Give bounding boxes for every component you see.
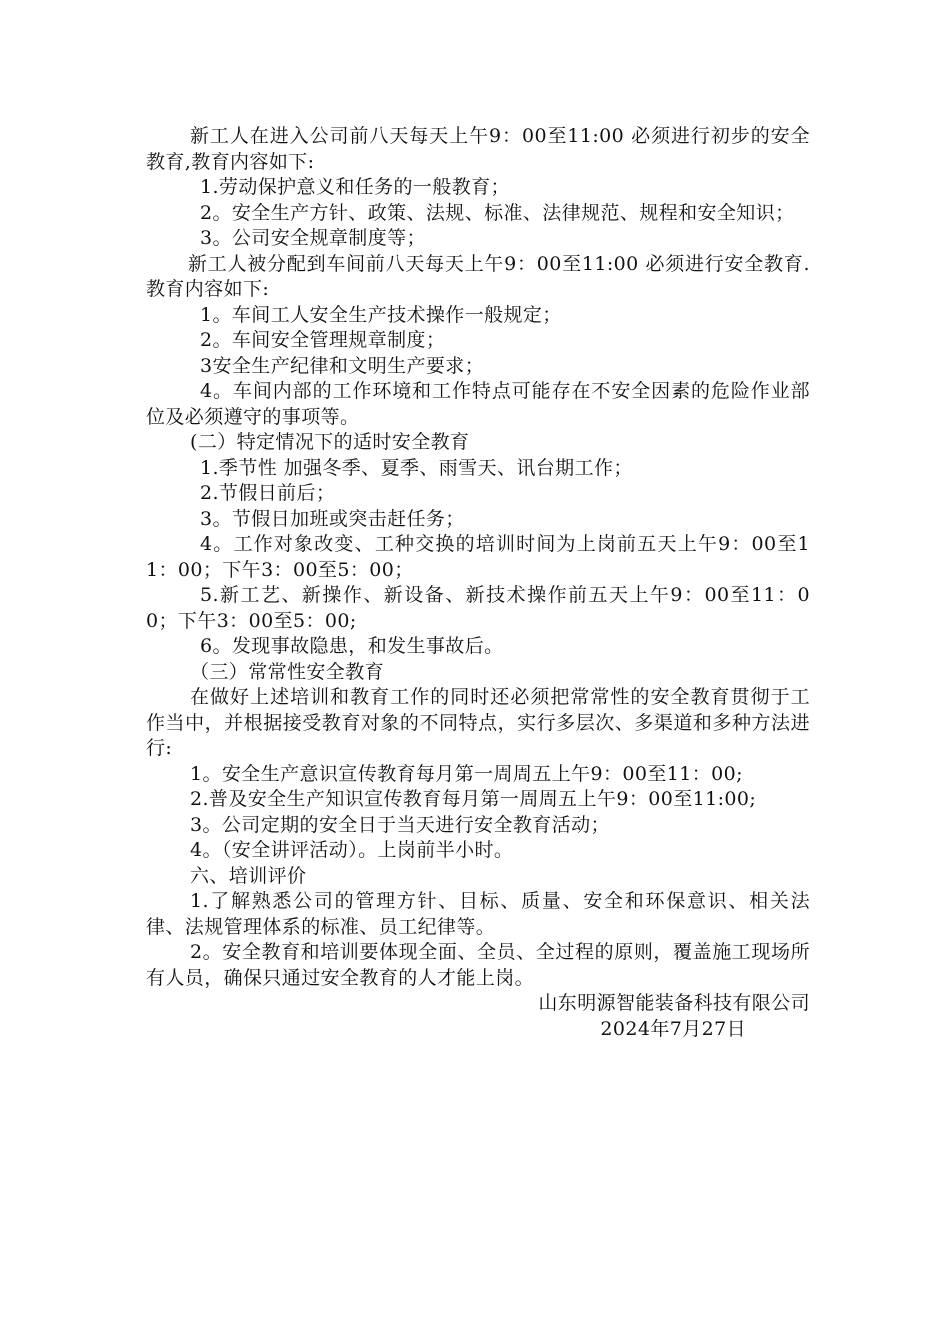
paragraph: 3。节假日加班或突击赶任务； bbox=[200, 507, 465, 530]
paragraph: 4。（安全讲评活动）。上岗前半小时。 bbox=[190, 839, 514, 861]
paragraph: 1.劳动保护意义和任务的一般教育； bbox=[200, 176, 510, 198]
paragraph: 新工人在进入公司前八天每天上午9：00至11:00 必须进行初步的安全教育,教育内容如下: bbox=[146, 125, 810, 173]
paragraph: 5.新工艺、新操作、新设备、新技术操作前五天上午9：00至11：00；下午3：00至5：00; bbox=[146, 584, 810, 632]
paragraph: (二）特定情况下的适时安全教育 bbox=[190, 431, 470, 453]
paragraph: 六、培训评价 bbox=[190, 864, 307, 887]
paragraph: 2.节假日前后； bbox=[200, 482, 336, 504]
document-body bbox=[146, 124, 810, 991]
paragraph: 4。车间内部的工作环境和工作特点可能存在不安全因素的危险作业部位及必须遵守的事项等。 bbox=[146, 380, 810, 428]
paragraph: （三）常常性安全教育 bbox=[190, 660, 385, 683]
paragraph: 3安全生产纪律和文明生产要求； bbox=[200, 354, 485, 377]
company-signature: 山东明源智能装备科技有限公司 bbox=[538, 992, 810, 1014]
paragraph: 6。发现事故隐患，和发生事故后。 bbox=[200, 635, 504, 657]
paragraph: 4。工作对象改变、工种交换的培训时间为上岗前五天上午9：00至11：00；下午3：00至5：00； bbox=[146, 533, 810, 581]
paragraph: 2。安全教育和培训要体现全面、全员、全过程的原则，覆盖施工现场所有人员，确保只通过安全教育的人才能上岗。 bbox=[146, 941, 810, 989]
paragraph: 在做好上述培训和教育工作的同时还必须把常常性的安全教育贯彻于工作当中，并根据接受教育对象的不同特点，实行多层次、多渠道和多种方法进行: bbox=[146, 686, 810, 759]
paragraph: 2。安全生产方针、政策、法规、标准、法律规范、规程和安全知识； bbox=[200, 201, 795, 224]
paragraph: 2。车间安全管理规章制度； bbox=[200, 329, 446, 351]
paragraph: 1。安全生产意识宣传教育每月第一周周五上午9：00至11：00; bbox=[190, 762, 743, 785]
paragraph: 1.季节性 加强冬季、夏季、雨雪天、讯台期工作； bbox=[200, 456, 633, 479]
paragraph: 1.了解熟悉公司的管理方针、目标、质量、安全和环保意识、相关法律、法规管理体系的标准、员工纪律等。 bbox=[146, 890, 810, 938]
paragraph: 新工人被分配到车间前八天每天上午9：00至11:00 必须进行安全教育.教育内容如下: bbox=[146, 252, 810, 300]
paragraph: 3。公司安全规章制度等； bbox=[200, 227, 426, 249]
paragraph: 2.普及安全生产知识宣传教育每月第一周周五上午9：00至11:00; bbox=[190, 788, 757, 810]
signature-date: 2024年7月27日 bbox=[600, 1017, 746, 1040]
paragraph: 1。车间工人安全生产技术操作一般规定； bbox=[200, 303, 562, 326]
document-page bbox=[146, 124, 810, 1042]
paragraph: 3。公司定期的安全日于当天进行安全教育活动； bbox=[190, 813, 610, 836]
